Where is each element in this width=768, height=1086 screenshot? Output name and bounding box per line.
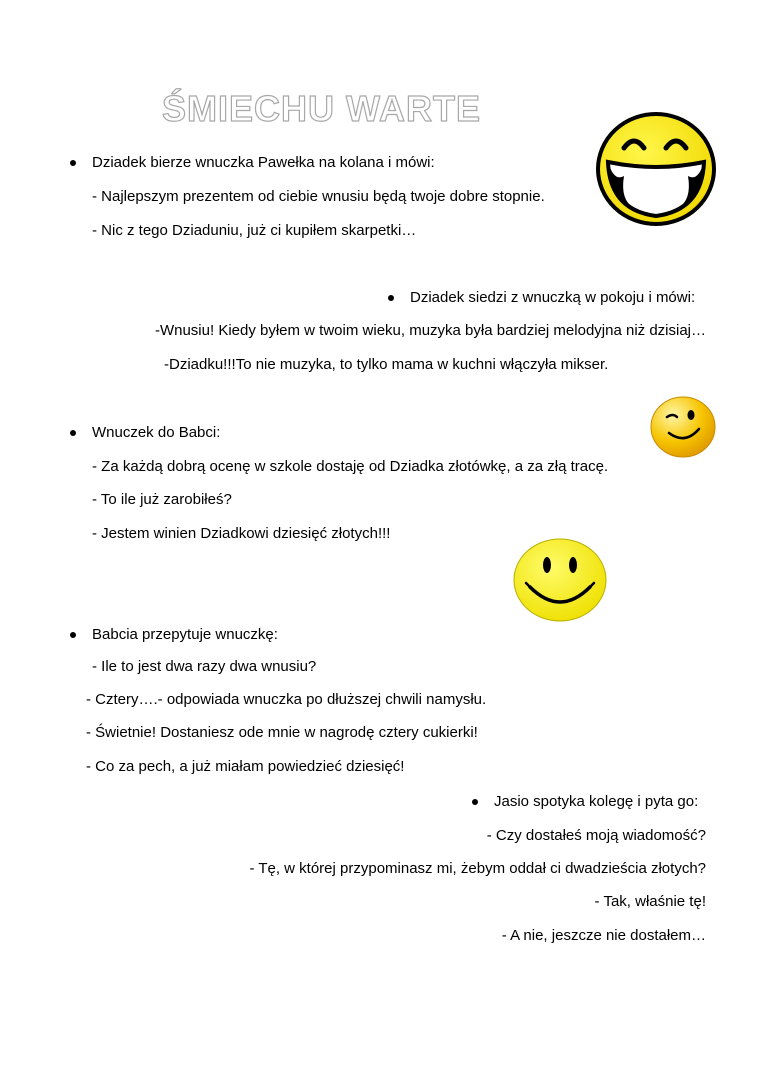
joke2-line: -Dziadku!!!To nie muzyka, to tylko mama w kuchni włączyła mikser.	[164, 356, 609, 373]
joke2-intro: Dziadek siedzi z wnuczką w pokoju i mówi:	[410, 289, 696, 306]
joke4-line: - Ile to jest dwa razy dwa wnusiu?	[92, 658, 317, 675]
joke5-line: - Tak, właśnie tę!	[594, 893, 706, 910]
joke5-intro: Jasio spotyka kolegę i pyta go:	[494, 793, 699, 810]
joke4-intro: Babcia przepytuje wnuczkę:	[92, 626, 278, 643]
joke3-line: - Za każdą dobrą ocenę w szkole dostaję od Dziadka złotówkę, a za złą tracę.	[92, 458, 609, 475]
joke3-line: - To ile już zarobiłeś?	[92, 491, 232, 508]
joke3-line: - Jestem winien Dziadkowi dziesięć złotych!!!	[92, 525, 391, 542]
laughing-smiley-icon	[594, 110, 718, 228]
joke5-line: - Tę, w której przypominasz mi, żebym oddał ci dwadzieścia złotych?	[249, 860, 706, 877]
joke4-line: - Co za pech, a już miałam powiedzieć dziesięć!	[86, 758, 405, 775]
joke1-line: - Nic z tego Dziaduniu, już ci kupiłem skarpetki…	[92, 222, 417, 239]
joke4-line: - Cztery….- odpowiada wnuczka po dłuższej chwili namysłu.	[86, 691, 487, 708]
joke5-line: - A nie, jeszcze nie dostałem…	[501, 927, 706, 944]
joke4-line: - Świetnie! Dostaniesz ode mnie w nagrodę cztery cukierki!	[86, 724, 478, 741]
joke2-line: -Wnusiu! Kiedy byłem w twoim wieku, muzyka była bardziej melodyjna niż dzisiaj…	[154, 322, 706, 339]
joke1-intro: Dziadek bierze wnuczka Pawełka na kolana i mówi:	[92, 154, 435, 171]
smiling-smiley-icon	[512, 537, 608, 623]
joke1-line: - Najlepszym prezentem od ciebie wnusiu będą twoje dobre stopnie.	[92, 188, 545, 205]
page-title: ŚMIECHU WARTE	[162, 88, 481, 129]
winking-smiley-icon	[649, 395, 717, 459]
joke5-line: - Czy dostałeś moją wiadomość?	[486, 827, 706, 844]
joke3-intro: Wnuczek do Babci:	[92, 424, 221, 441]
